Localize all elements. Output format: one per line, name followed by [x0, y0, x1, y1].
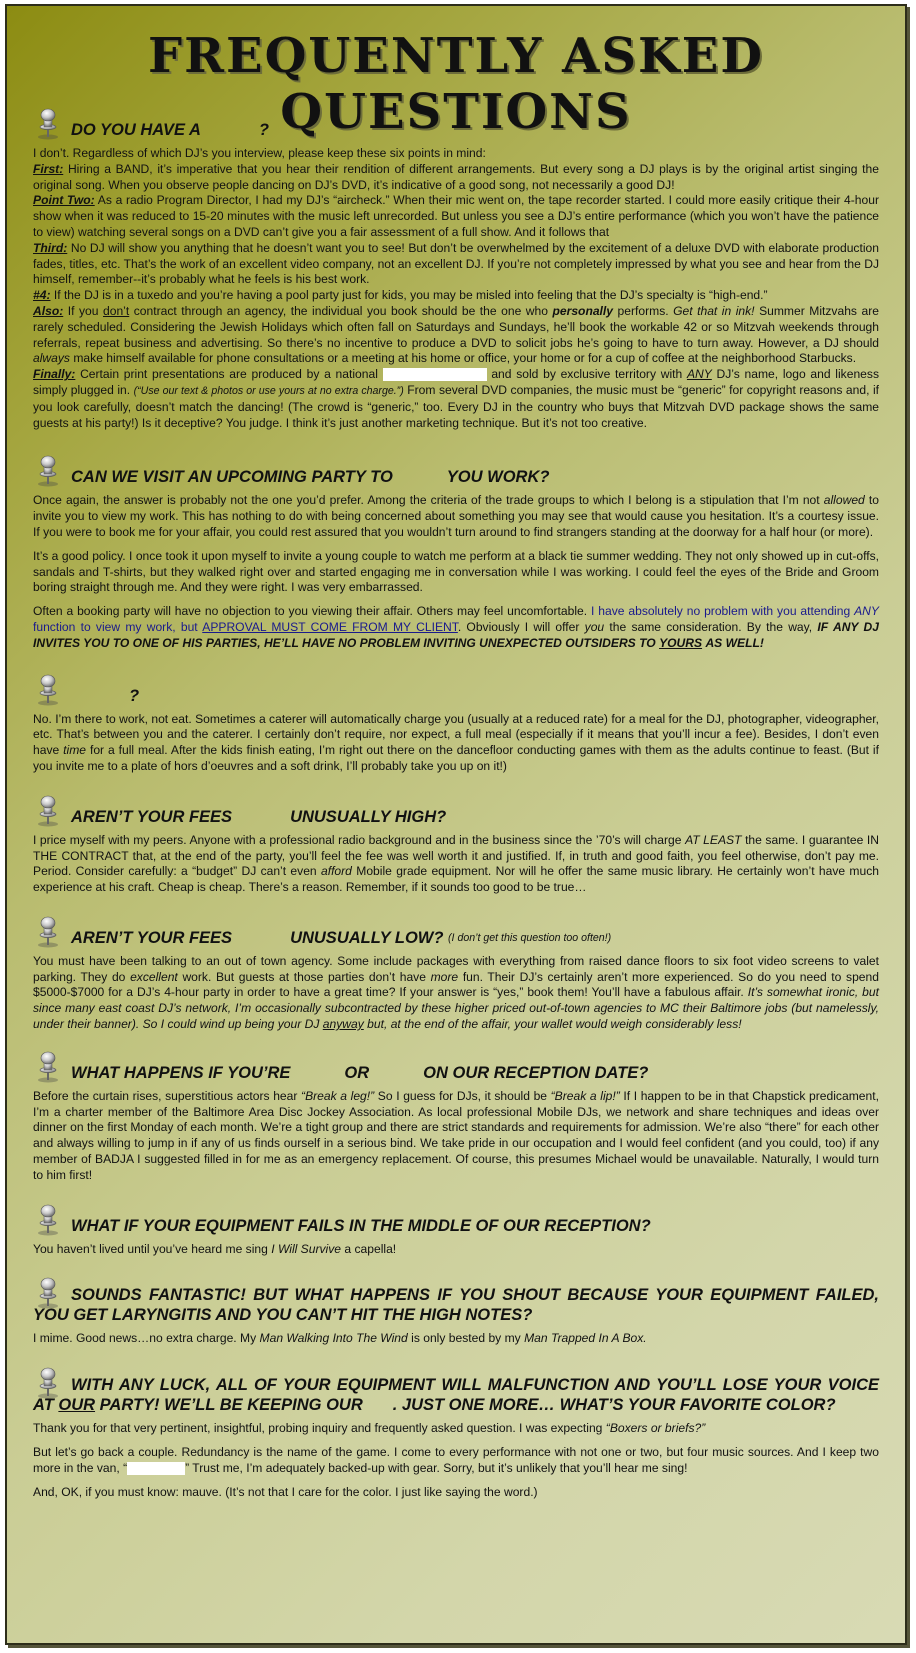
- faq-fees-high: [33, 793, 879, 896]
- text: Man Trapped In A Box.: [524, 1331, 647, 1346]
- text: No. I’m there to work, not eat. Sometimes a caterer will automatically charge you (usually at a reduced rate) for a meal for the DJ, photographer, videographer, etc. That’s between you and the caterer. I certainly don’t require, nor expect, a full meal (especially if it means that you’ll incur a fee). Besides, I don’t even have: [33, 711, 879, 758]
- text-two: As a radio Program Director, I had my DJ’s “aircheck.” When their mic went on, the tape recorder started. I could more easily critique their 4-hour show when it was reduced to 15-20 minutes with the music left unrecorded. But unless you see a DJ’s entire performance (which you won’t have the patience to view) watching several songs on a DVD can’t give you a fair assessment of a full show. And it follows that: [33, 193, 880, 239]
- point-first: [33, 162, 879, 194]
- answer-intro: I don’t. Regardless of which DJ’s you interview, please keep these six points in mind:: [33, 146, 486, 160]
- text: But let’s go back a couple. Redundancy is the name of the game. I come to every performance with not one or two, but four music sources. And I keep two more in the van, “: [33, 1445, 879, 1475]
- text: Certain print presentations are produced by a national: [80, 367, 378, 382]
- text: fun. Their DJ’s certainly aren’t more experienced. So do you need to spend $5000-$7000 for a DJ’s 4-hour party in order to have a great time? If your answer is “yes,” book them! You’ll have a fabulous affair.: [33, 969, 879, 1000]
- answer-paragraph: [33, 1445, 879, 1477]
- pushpin-icon: [33, 1275, 67, 1309]
- question-text: SOUNDS FANTASTIC! BUT WHAT HAPPENS IF YOU SHOUT BECAUSE YOUR EQUIPMENT FAILED, YOU GET LARYNGITIS AND YOU CAN’T HIT THE HIGH NOTES?: [33, 1286, 879, 1325]
- faq-fees-low: [33, 914, 879, 1033]
- text: Get that in ink!: [673, 303, 755, 318]
- point-third: [33, 241, 879, 288]
- faq-laryngitis: [33, 1275, 879, 1347]
- question-text: YOU WORK?: [446, 468, 550, 487]
- faq-visit-party: [33, 453, 879, 651]
- pushpin-icon: [33, 672, 67, 706]
- question-note: (I don’t get this question too often!): [448, 931, 612, 944]
- question-text: . JUST ONE MORE… WHAT’S YOUR FAVORITE COLOR?: [392, 1396, 836, 1415]
- point-four: [33, 288, 879, 304]
- faq-meal: [33, 672, 879, 775]
- answer-paragraph: [33, 833, 879, 896]
- text-four: If the DJ is in a tuxedo and you’re having a pool party just for kids, you may be misled into feeling that the DJ’s specialty is “high-end.”: [53, 288, 768, 303]
- text: So I guess for DJs, it should be: [377, 1088, 548, 1103]
- answer-paragraph: It’s a good policy. I once took it upon myself to invite a young couple to watch me perform at a black tie summer wedding. They not only showed up in cut-offs, sandals and T-shirts, but they walked right over and started engaging me in conversation while I was working. I could feel the eyes of the Bride and Groom boring straight through me. And they were right. I was very embarrassed.: [33, 548, 879, 595]
- point-two: [33, 193, 879, 240]
- answer-paragraph: [33, 1242, 879, 1258]
- redacted-blank: [127, 1462, 185, 1475]
- label-finally: Finally:: [33, 367, 76, 382]
- text: APPROVAL MUST COME FROM MY CLIENT: [202, 619, 458, 634]
- answer-paragraph: [33, 1089, 879, 1184]
- text: You haven’t lived until you’ve heard me sing: [33, 1241, 268, 1256]
- faq-question: [33, 914, 879, 948]
- answer-paragraph: [33, 712, 879, 775]
- text: . Obviously I will offer: [457, 619, 580, 634]
- text: Before the curtain rises, superstitious actors hear: [33, 1088, 298, 1103]
- faq-favorite-color: [33, 1365, 879, 1500]
- answer-paragraph: And, OK, if you must know: mauve. (It’s not that I care for the color. I just like saying the word.): [33, 1484, 538, 1499]
- text: for a full meal. After the kids finish eating, I’m right out there on the dancefloor conducting games with them as the adults continue to feast. (But if you invite me to a plate of hors d’oeuvres and a soft drink, I’ll probably take you up on it!): [33, 743, 879, 773]
- question-text: OUR: [58, 1396, 96, 1415]
- text: Man Walking Into The Wind: [259, 1331, 408, 1346]
- text: the same consideration. By the way,: [609, 619, 813, 634]
- faq-demo-dvd: [33, 106, 879, 431]
- text: contract through an agency, the individual you book should be the one who: [133, 303, 548, 318]
- answer-paragraph: [33, 604, 879, 651]
- question-text: CAN WE VISIT AN UPCOMING PARTY TO: [71, 468, 393, 487]
- faq-question: [33, 106, 879, 140]
- faq-question: [33, 1202, 879, 1236]
- text: work. But guests at those parties don’t have: [182, 969, 426, 984]
- text: Once again, the answer is probably not the one you’d prefer. Among the criteria of the trade groups to which I belong is a stipulation that I’m not: [33, 493, 820, 508]
- text: ANY: [686, 367, 712, 382]
- text: don’t: [103, 303, 130, 318]
- faq-question: [33, 1365, 879, 1415]
- text: performs.: [617, 303, 669, 318]
- text: a capella!: [344, 1241, 397, 1256]
- text: AT LEAST: [685, 832, 742, 847]
- faq-question: [33, 672, 879, 706]
- faq-question: [33, 793, 879, 827]
- text: (“Use our text & photos or use yours at no extra charge.”): [133, 384, 404, 397]
- text: ANY: [854, 604, 879, 619]
- question-text: UNUSUALLY HIGH?: [290, 807, 447, 826]
- text: IF ANY DJ INVITES YOU TO ONE OF HIS PARTIES, HE’LL HAVE NO PROBLEM INVITING UNEXPECTED OUTSIDERS TO: [33, 619, 879, 650]
- text: you: [584, 619, 605, 634]
- pushpin-icon: [33, 1049, 67, 1083]
- label-first: First:: [33, 161, 64, 176]
- faq-equipment-fails: [33, 1202, 879, 1258]
- text: AS WELL!: [705, 635, 764, 650]
- question-text: WITH ANY LUCK, ALL OF YOUR EQUIPMENT WILL MALFUNCTION AND YOU’LL LOSE YOUR VOICE AT: [33, 1376, 879, 1415]
- text: I Will Survive: [271, 1241, 342, 1256]
- faq-page: [5, 4, 907, 1645]
- text: YOURS: [659, 635, 703, 650]
- pushpin-icon: [33, 453, 67, 487]
- text: more: [430, 969, 459, 984]
- text: anyway: [322, 1017, 364, 1032]
- point-also: [33, 304, 879, 367]
- question-text: DO YOU HAVE A: [71, 121, 201, 139]
- text: and sold by exclusive territory with: [491, 367, 683, 382]
- text: Often a booking party will have no objection to you viewing their affair. Others may feel uncomfortable.: [33, 604, 588, 619]
- text: but, at the end of the affair, your wallet would weigh considerably less!: [367, 1017, 742, 1032]
- text: If you: [67, 303, 99, 318]
- question-text: ON OUR RECEPTION DATE?: [423, 1063, 649, 1082]
- question-mark: ?: [258, 121, 269, 139]
- point-finally: [33, 367, 879, 431]
- text: If I happen to be in that Chapstick predicament, I’m a charter member of the Baltimore Area Disc Jockey Association. As local professional Mobile DJs, we network and share techniques and ideas over dinner on the first Monday of each month. We’re a tight group and there are strict standards and requirements for admission. We’re also “there” for each other and always willing to jump in if any of us finds ourself in a serious bind. We take pride in our occupation and I would feel confident (and you could, too) if any member of BADJA I suggested filled in for me as an emergency replacement. Of course, this presumes Michael would be unavailable. Naturally, I would turn to him first!: [33, 1088, 879, 1182]
- question-text: PARTY! WE’LL BE KEEPING OUR: [99, 1396, 363, 1415]
- faq-question: [33, 1275, 879, 1325]
- question-text: WHAT IF YOUR EQUIPMENT FAILS IN THE MIDDLE OF OUR RECEPTION?: [71, 1216, 651, 1235]
- text-first: Hiring a BAND, it’s imperative that you hear their rendition of different arrangements. But every song a DJ plays is by the original artist singing the original song. When you observe people dancing on DJ’s DVD, it’s indicative of a good song, not necessarily a good DJ!: [33, 161, 879, 192]
- question-text: OR: [344, 1063, 370, 1082]
- text: From several DVD companies, the music must be “generic” for copyright reasons and, if you look carefully, doesn’t match the dancing! (The crowd is “generic,” too. Every DJ in the country who buys that Mitzvah DVD package shows the same guests at his party!) Is it deceptive? You judge. I think it’s just another marketing technique. But it’s not too creative.: [33, 382, 879, 430]
- text: ” Trust me, I’m adequately backed-up with gear. Sorry, but it’s unlikely that you’ll hear me sing!: [185, 1460, 688, 1475]
- text: to invite you to view my work. This has nothing to do with being concerned about something you may see that would cause you hesitation. It’s a courtesy issue. If you were to book me for your affair, you could rest assured that you wouldn’t turn around to find strangers standing at the doorway for a half hour (or more).: [33, 493, 879, 539]
- text: Summer Mitzvahs are rarely scheduled. Considering the Jewish Holidays which often fall on Saturdays and Sundays, he’ll book the workable 42 or so Mitzvah weekends through referrals, repeat business and advertising. So there’s no incentive to produce a DVD to solicit jobs he’s going to have to turn away. However, a DJ should: [33, 303, 879, 350]
- text: DJ’s name, logo and likeness simply plugged in.: [33, 367, 879, 397]
- pushpin-icon: [33, 793, 67, 827]
- faq-sick: [33, 1049, 879, 1184]
- answer-paragraph: [33, 954, 879, 1033]
- text: afford: [320, 864, 352, 879]
- text: the same. I guarantee IN THE CONTRACT that, at the end of the party, you’ll feel the fee was well worth it and justified. If, in truth and good faith, you feel otherwise, don’t pay me. Period. Consider carefully: a “budget” DJ can’t even: [33, 832, 879, 879]
- text: personally: [552, 303, 614, 318]
- faq-question: [33, 453, 879, 487]
- redacted-blank: [383, 368, 487, 381]
- answer-paragraph: [33, 1331, 879, 1347]
- faq-question: [33, 1049, 879, 1083]
- text: time: [63, 743, 87, 758]
- text: is only bested by my: [411, 1331, 521, 1346]
- pushpin-icon: [33, 1202, 67, 1236]
- text: I have absolutely no problem with you attending: [591, 604, 851, 619]
- text: make himself available for phone consultations or a meeting at his home or office, your home or for a cup of coffee at the neighborhood Starbucks.: [73, 351, 857, 366]
- label-four: #4:: [33, 288, 51, 303]
- question-mark: ?: [129, 686, 140, 705]
- text: It’s somewhat ironic, but since many east coast DJ’s network, I’m occasionally subcontracted by these higher priced out-of-town agencies to MC their Baltimore jobs (but namelessly, under their banner). So I could wind up being your DJ: [33, 985, 879, 1032]
- text: always: [33, 351, 70, 366]
- faq-content: [33, 106, 879, 1508]
- text: Mobile grade equipment. Nor will he offer the same music library. He certainly won’t have much experience at his craft. Cheap is cheap. There’s a reason. Remember, if it sounds too good to be true…: [33, 864, 879, 895]
- label-also: Also:: [33, 303, 64, 318]
- label-third: Third:: [33, 240, 68, 255]
- text: I mime. Good news…no extra charge. My: [33, 1331, 257, 1346]
- question-text: UNUSUALLY LOW?: [290, 928, 444, 947]
- pushpin-icon: [33, 106, 67, 140]
- page-title: FREQUENTLY ASKED QUESTIONS: [148, 28, 764, 140]
- question-text: WHAT HAPPENS IF YOU’RE: [71, 1063, 291, 1082]
- answer-paragraph: [33, 493, 879, 540]
- text: I price myself with my peers. Anyone with a professional radio background and in the business since the ’70’s will charge: [33, 832, 682, 847]
- text: allowed: [823, 493, 865, 508]
- label-two: Point Two:: [33, 193, 95, 208]
- text: Thank you for that very pertinent, insightful, probing inquiry and frequently asked question. I was expecting: [33, 1421, 603, 1436]
- text: “Boxers or briefs?”: [605, 1421, 706, 1436]
- text: “Break a leg!”: [301, 1088, 375, 1103]
- question-text: AREN’T YOUR FEES: [71, 807, 233, 826]
- pushpin-icon: [33, 1365, 67, 1399]
- text-third: No DJ will show you anything that he doesn’t want you to see! But don’t be overwhelmed by the excitement of a deluxe DVD with elaborate production fades, titles, etc. That’s the work of an excellent video company, not an excellent DJ. If you’re not completely impressed by what you see and hear from the DJ himself, remember--it’s probably what he feels is his best work.: [33, 240, 879, 287]
- text: You must have been talking to an out of town agency. Some include packages with everything from raised dance floors to six foot video screens to valet parking. They do: [33, 953, 879, 984]
- pushpin-icon: [33, 914, 67, 948]
- text: excellent: [130, 969, 178, 984]
- question-text: AREN’T YOUR FEES: [71, 928, 233, 947]
- text: “Break a lip!”: [550, 1088, 620, 1103]
- text: function to view my work, but: [33, 619, 198, 634]
- answer-paragraph: [33, 1421, 879, 1437]
